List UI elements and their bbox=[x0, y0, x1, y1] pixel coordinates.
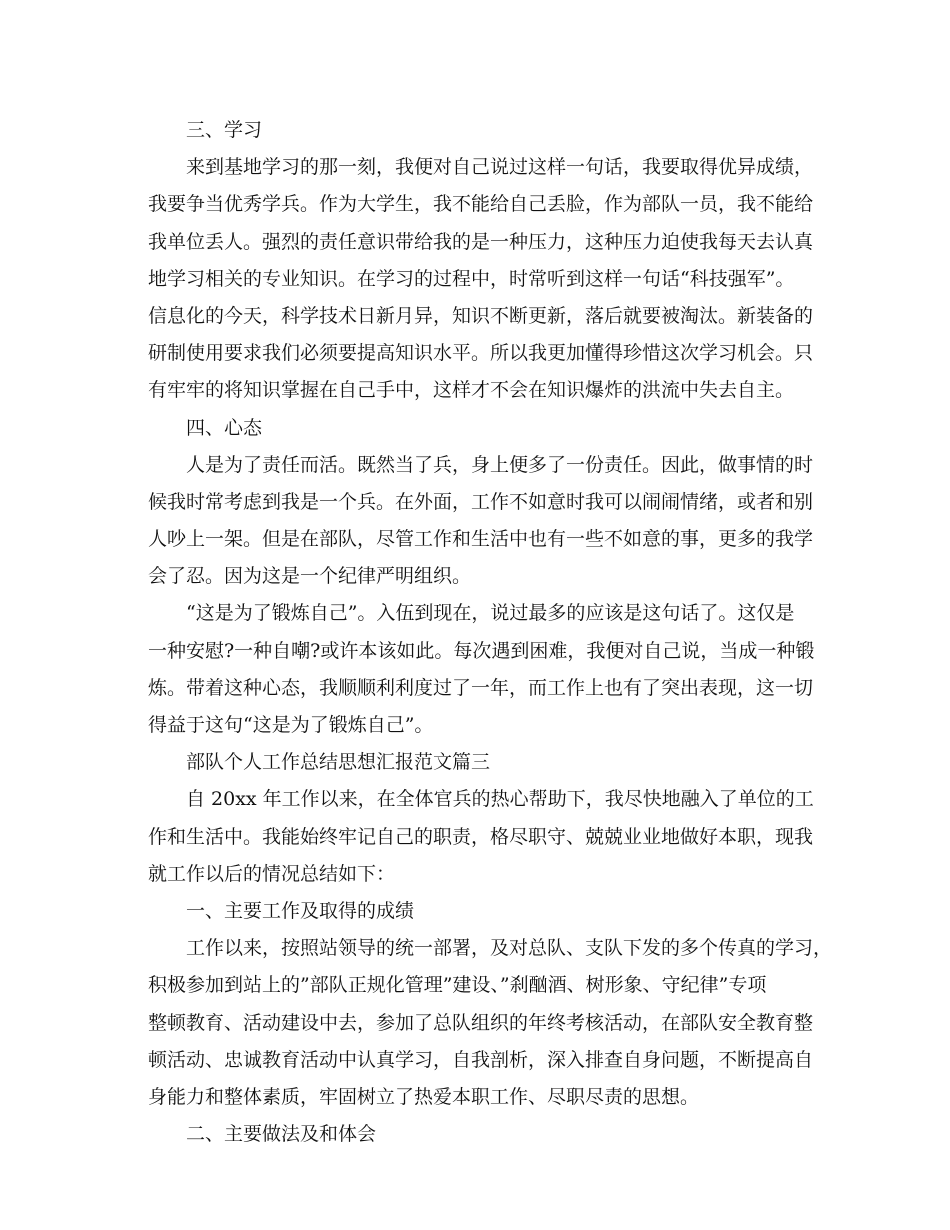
paragraph-line: 积极参加到站上的”部队正规化管理”建设、”刹酗酒、树形象、守纪律”专项 bbox=[148, 974, 767, 997]
paragraph-line: 身能力和整体素质，牢固树立了热爱本职工作、尽职尽责的思想。 bbox=[148, 1085, 700, 1108]
section-heading-practice: 二、主要做法及和体会 bbox=[186, 1123, 377, 1146]
paragraph-line: 炼。带着这种心态，我顺顺利利度过了一年，而工作上也有了突出表现，这一切 bbox=[148, 676, 814, 699]
paragraph-line: 会了忍。因为这是一个纪律严明组织。 bbox=[148, 565, 472, 588]
paragraph-line: 人吵上一架。但是在部队，尽管工作和生活中也有一些不如意的事，更多的我学 bbox=[148, 528, 814, 551]
paragraph-line: 我要争当优秀学兵。作为大学生，我不能给自己丢脸，作为部队一员，我不能给 bbox=[148, 193, 814, 216]
paragraph-line: 一种安慰?一种自嘲?或许本该如此。每次遇到困难，我便对自己说，当成一种锻 bbox=[148, 639, 815, 662]
section-heading-main-work: 一、主要工作及取得的成绩 bbox=[186, 899, 415, 922]
article-title: 部队个人工作总结思想汇报范文篇三 bbox=[186, 751, 491, 774]
paragraph-line: 信息化的今天，科学技术日新月异，知识不断更新，落后就要被淘汰。新装备的 bbox=[148, 304, 814, 327]
document-body bbox=[148, 112, 833, 1153]
paragraph-line: 自 20xx 年工作以来，在全体官兵的热心帮助下，我尽快地融入了单位的工 bbox=[186, 788, 814, 811]
section-heading-mindset: 四、心态 bbox=[186, 416, 263, 439]
paragraph-line: 候我时常考虑到我是一个兵。在外面，工作不如意时我可以闹闹情绪，或者和别 bbox=[148, 490, 814, 513]
paragraph-line: 得益于这句“这是为了锻炼自己”。 bbox=[148, 714, 434, 736]
paragraph-line: 研制使用要求我们必须要提高知识水平。所以我更加懂得珍惜这次学习机会。只 bbox=[148, 342, 814, 365]
paragraph-line: 地学习相关的专业知识。在学习的过程中，时常听到这样一句话“科技强军”。 bbox=[148, 267, 795, 290]
paragraph-line: 作和生活中。我能始终牢记自己的职责，格尽职守、兢兢业业地做好本职，现我 bbox=[148, 825, 814, 848]
paragraph-line: 就工作以后的情况总结如下： bbox=[148, 862, 396, 885]
paragraph-line: 顿活动、忠诚教育活动中认真学习，自我剖析，深入排查自身问题，不断提高自 bbox=[148, 1048, 814, 1071]
paragraph-line: 整顿教育、活动建设中去，参加了总队组织的年终考核活动，在部队安全教育整 bbox=[148, 1011, 814, 1034]
paragraph-line: 有牢牢的将知识掌握在自己手中，这样才不会在知识爆炸的洪流中失去自主。 bbox=[148, 379, 795, 402]
section-heading-study: 三、学习 bbox=[186, 119, 263, 141]
paragraph-line: 工作以来，按照站领导的统一部署，及对总队、支队下发的多个传真的学习， bbox=[186, 937, 833, 960]
paragraph-line: 来到基地学习的那一刻，我便对自己说过这样一句话，我要取得优异成绩， bbox=[186, 156, 814, 179]
paragraph-line: 人是为了责任而活。既然当了兵，身上便多了一份责任。因此，做事情的时 bbox=[186, 453, 814, 476]
paragraph-line: “这是为了锻炼自己”。入伍到现在，说过最多的应该是这句话了。这仅是 bbox=[186, 602, 795, 625]
paragraph-line: 我单位丢人。强烈的责任意识带给我的是一种压力，这种压力迫使我每天去认真 bbox=[148, 230, 814, 253]
